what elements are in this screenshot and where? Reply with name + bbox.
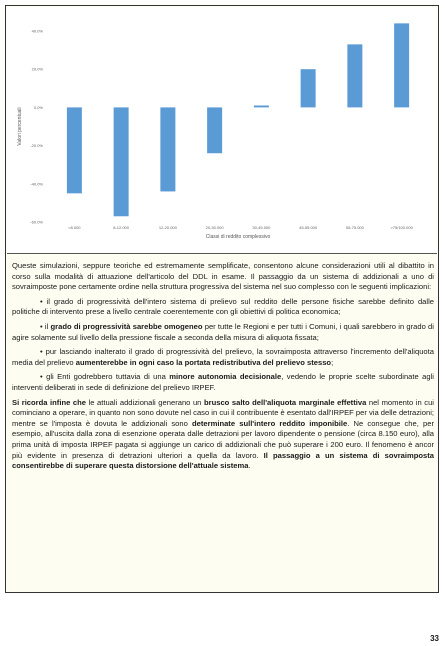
x-tick-label: >75/100.000 [390,225,413,230]
text-run: le attuali addizionali generano un [85,397,204,407]
body-text [12,261,434,472]
x-tick-label: <8.000 [68,225,81,230]
text-run: • gli Enti godrebbero tuttavia di una [40,372,170,382]
y-tick-label: -20.0% [30,143,43,149]
text-run: nel momento in cui cominciano a operare, in quanto non sono dovute nel caso in cui il contribuente è esentato dall'IRPEF per via delle detrazioni; mentre se l'imposta è dovuta le addizionali sono [12,397,434,428]
bar [114,107,129,216]
text-run: per tutte le Regioni e per tutti i Comuni, i quali sarebbero in grado di agire solamente sul livello della pressione fiscale a seconda della misura di aliquota fissata; [12,321,434,342]
bold-text: grado di progressività sarebbe omogeneo [50,321,203,331]
x-tick-label: 45-55.000 [299,225,318,230]
paragraph [12,398,434,472]
y-axis-label: Valori percentuali [17,107,23,146]
y-tick-label: 20.0% [31,66,43,72]
bold-text: minore autonomia decisionale [169,372,282,382]
text-run: ; [331,357,334,367]
bar [160,107,175,191]
y-tick-label: 40.0% [31,28,43,34]
bold-text: determinate sull'intero reddito imponibile [192,418,348,428]
paragraph [12,261,434,293]
x-tick-label: 12-20.000 [158,225,177,230]
bar [67,107,82,193]
x-tick-label: 20-30.000 [205,225,224,230]
bar [207,107,222,153]
x-tick-label: 8-12.000 [113,225,130,230]
text-run: • il grado di progressività dell'intero sistema di prelievo sul reddito delle persone fisiche sarebbe definito dalle politiche di intervento prese a livello centrale coerentemente con gli obiettivi di politica economica; [12,296,434,317]
bold-text: Si ricorda infine che [12,397,86,407]
x-axis-label: Classi di reddito complessivo [205,234,271,240]
y-tick-label: -60.0% [30,219,43,225]
bar [394,23,409,107]
bold-text: Il passaggio a un sistema di sovraimposta consentirebbe di superare questa distorsione dell'attuale sistema [12,450,434,471]
bullet-paragraph [12,347,434,368]
text-run: . [248,461,251,471]
bold-text: aumenterebbe in ogni caso la portata redistributiva del prelievo stesso [75,357,332,367]
bullet-paragraph [12,322,434,343]
text-run: . Ne consegue che, per esempio, all'uscita dalla zona di esenzione operata dalle detrazioni per lavoro dipendente o pensione (circa 8.150 euro), alla prima unità di imposta IRPEF pagata si aggiunge un carico di addizionali che può superare i 200 euro. Il fenomeno è ancor più evidente in presenza di detrazioni ulteriori a quella da lavoro. [12,418,434,460]
bold-text: brusco salto dell'aliquota marginale effettiva [203,397,367,407]
bar [254,105,269,107]
x-tick-label: 30-45.000 [252,225,271,230]
y-tick-label: -40.0% [30,181,43,187]
bullet-paragraph [12,297,434,318]
page-number: 33 [430,634,439,643]
text-run: Queste simulazioni, seppure teoriche ed estremamente semplificate, consentono alcune considerazioni utili al dibattito in corso sulla modalità di attuazione dell'articolo del DDL in esame. Il passaggio da un sistema di addizionali a uno di sovraimposte pone certamente ordine nella struttura progressiva del sistema nel suo complesso con le seguenti implicazioni: [12,261,434,292]
x-tick-label: 55-75.000 [345,225,364,230]
bar-chart [7,7,437,253]
bar [301,69,316,107]
chart-panel [7,7,437,254]
text-run: • pur lasciando inalterato il grado di progressività del prelievo, la sovraimposta attraverso l'incremento dell'aliquota media del prelievo [12,347,434,367]
page-frame [5,5,439,593]
y-tick-label: 0.0% [33,104,43,110]
text-run: • il [40,321,51,331]
text-run: , vedendo le proprie scelte subordinate agli interventi deliberati in sede di definizione del prelievo IRPEF. [12,372,434,392]
bar [347,44,362,107]
bullet-paragraph [12,372,434,393]
